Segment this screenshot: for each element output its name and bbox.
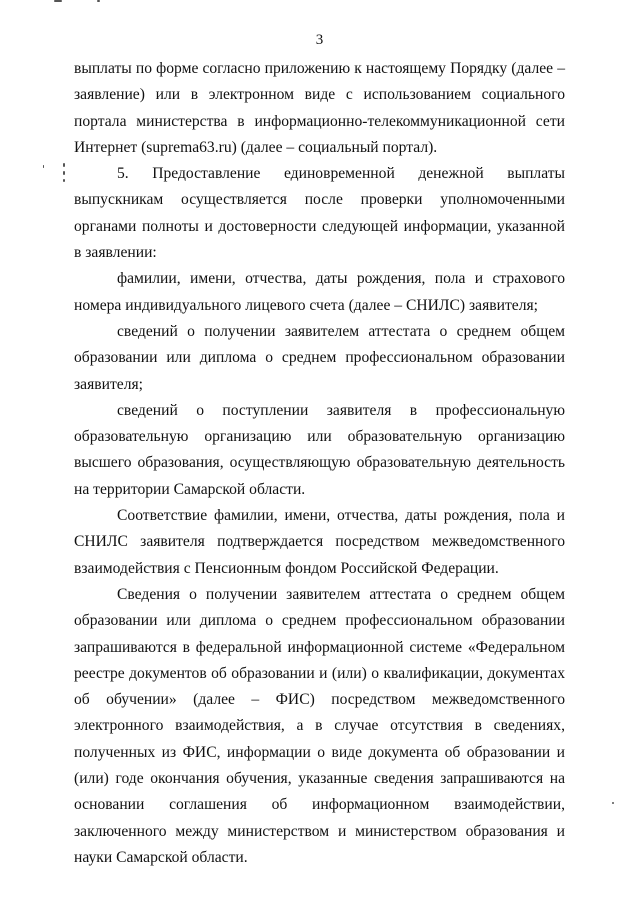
scan-artifact <box>43 165 44 168</box>
paragraph-snils-verification: Соответствие фамилии, имени, отчества, даты рождения, пола и СНИЛС заявителя подтверждается посредством межведомственного взаимодействия с Пенсионным фондом Российской Федерации. <box>74 507 565 577</box>
document-body <box>74 56 565 871</box>
paragraph-payment-form: выплаты по форме согласно приложению к настоящему Порядку (далее – заявление) или в электронном виде с использованием социального портала министерства в информационно-телекоммуникационной сети Интернет (suprema63.ru) (далее – социальный портал). <box>74 60 565 156</box>
paragraph-certificate-info: сведений о получении заявителем аттестата о среднем общем образовании или диплома о среднем профессиональном образовании заявителя; <box>74 322 565 393</box>
scan-artifact <box>97 0 100 2</box>
paragraph-personal-data: фамилии, имени, отчества, даты рождения, пола и страхового номера индивидуального лицевого счета (далее – СНИЛС) заявителя; <box>74 270 565 314</box>
scan-artifact <box>63 179 65 182</box>
paragraph-admission-info: сведений о поступлении заявителя в профессиональную образовательную организацию или образовательную организацию высшего образования, осуществляющую образовательную деятельность на территории Самарской области. <box>74 401 565 498</box>
scan-artifact <box>63 171 65 175</box>
paragraph-item-5: 5. Предоставление единовременной денежной выплаты выпускникам осуществляется после проверки уполномоченными органами полноты и достоверности следующей информации, указанной в заявлении: <box>74 165 565 262</box>
scan-artifact <box>63 163 65 167</box>
page-number: 3 <box>315 32 324 48</box>
scan-artifact <box>54 0 62 2</box>
scan-artifact <box>612 802 614 804</box>
paragraph-fis-request: Сведения о получении заявителем аттестата о среднем общем образовании или диплома о среднем профессиональном образовании запрашиваются в федеральной информационной системе «Федеральном реестре документов об образовании и (или) о квалификации, документах об обучении» (далее – ФИС) посредством межведомственного электронного взаимодействия, а в случае отсутствия в сведениях, полученных из ФИС, информации о виде документа об образовании и (или) годе окончания обучения, указанные сведения запрашиваются на основании соглашения об информационном взаимодействии, заключенного между министерством и министерством образования и науки Самарской области. <box>74 585 565 866</box>
